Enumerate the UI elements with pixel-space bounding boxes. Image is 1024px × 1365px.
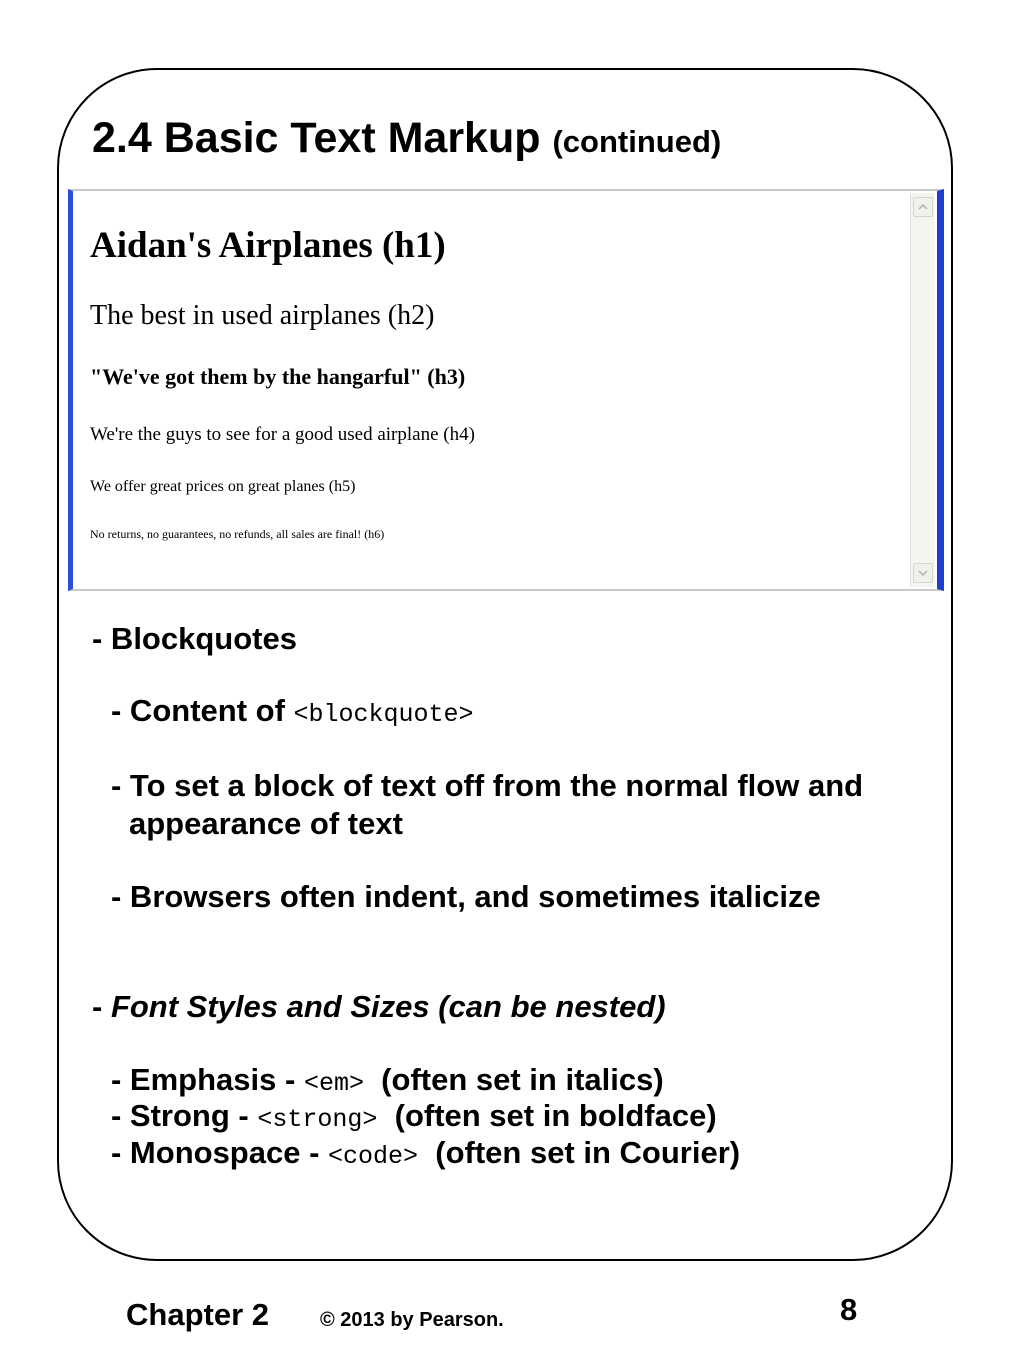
strong-code: <strong> bbox=[257, 1105, 378, 1134]
bullet-browsers-indent: - Browsers often indent, and sometimes italicize bbox=[111, 879, 821, 914]
bullet-font-styles bbox=[92, 988, 666, 1026]
font-styles-dash: - bbox=[92, 989, 111, 1024]
blockquote-code: <blockquote> bbox=[293, 700, 474, 729]
bullet-set-block-line2: appearance of text bbox=[129, 806, 403, 841]
heading-h2: The best in used airplanes (h2) bbox=[90, 300, 435, 331]
strong-label: - Strong - bbox=[111, 1098, 258, 1133]
chevron-up-icon bbox=[918, 204, 928, 210]
emphasis-desc: (often set in italics) bbox=[363, 1062, 664, 1097]
scroll-up-button[interactable] bbox=[913, 197, 933, 217]
strong-desc: (often set in boldface) bbox=[377, 1098, 717, 1133]
heading-h1: Aidan's Airplanes (h1) bbox=[90, 225, 446, 266]
chevron-down-icon bbox=[918, 570, 928, 576]
monospace-label: - Monospace - bbox=[111, 1135, 329, 1170]
heading-h3: "We've got them by the hangarful" (h3) bbox=[90, 364, 466, 389]
browser-content bbox=[90, 191, 901, 589]
vertical-scrollbar[interactable] bbox=[910, 193, 935, 587]
slide-title-text: 2.4 Basic Text Markup bbox=[92, 114, 541, 162]
scroll-down-button[interactable] bbox=[913, 563, 933, 583]
bullet-set-block-line1: - To set a block of text off from the normal flow and bbox=[111, 768, 864, 803]
page-number: 8 bbox=[840, 1292, 858, 1327]
bullet-blockquotes: - Blockquotes bbox=[92, 621, 297, 656]
code-code: <code> bbox=[328, 1142, 419, 1171]
slide-title bbox=[92, 112, 721, 168]
em-code: <em> bbox=[303, 1069, 364, 1098]
font-styles-text: Font Styles and Sizes (can be nested) bbox=[110, 989, 666, 1024]
footer-copyright: © 2013 by Pearson. bbox=[320, 1309, 504, 1331]
bullet-strong bbox=[111, 1097, 717, 1139]
heading-h5: We offer great prices on great planes (h5) bbox=[90, 478, 356, 495]
slide-subtitle: (continued) bbox=[552, 124, 722, 159]
bullet-content-of bbox=[111, 692, 474, 734]
monospace-desc: (often set in Courier) bbox=[418, 1135, 741, 1170]
content-of-text: - Content of bbox=[111, 693, 294, 728]
heading-h4: We're the guys to see for a good used airplane (h4) bbox=[90, 424, 475, 445]
bullet-monospace bbox=[111, 1134, 740, 1176]
browser-screenshot bbox=[68, 189, 944, 591]
emphasis-label: - Emphasis - bbox=[111, 1062, 304, 1097]
heading-h6: No returns, no guarantees, no refunds, all sales are final! (h6) bbox=[90, 527, 385, 541]
footer-chapter: Chapter 2 bbox=[126, 1297, 269, 1332]
